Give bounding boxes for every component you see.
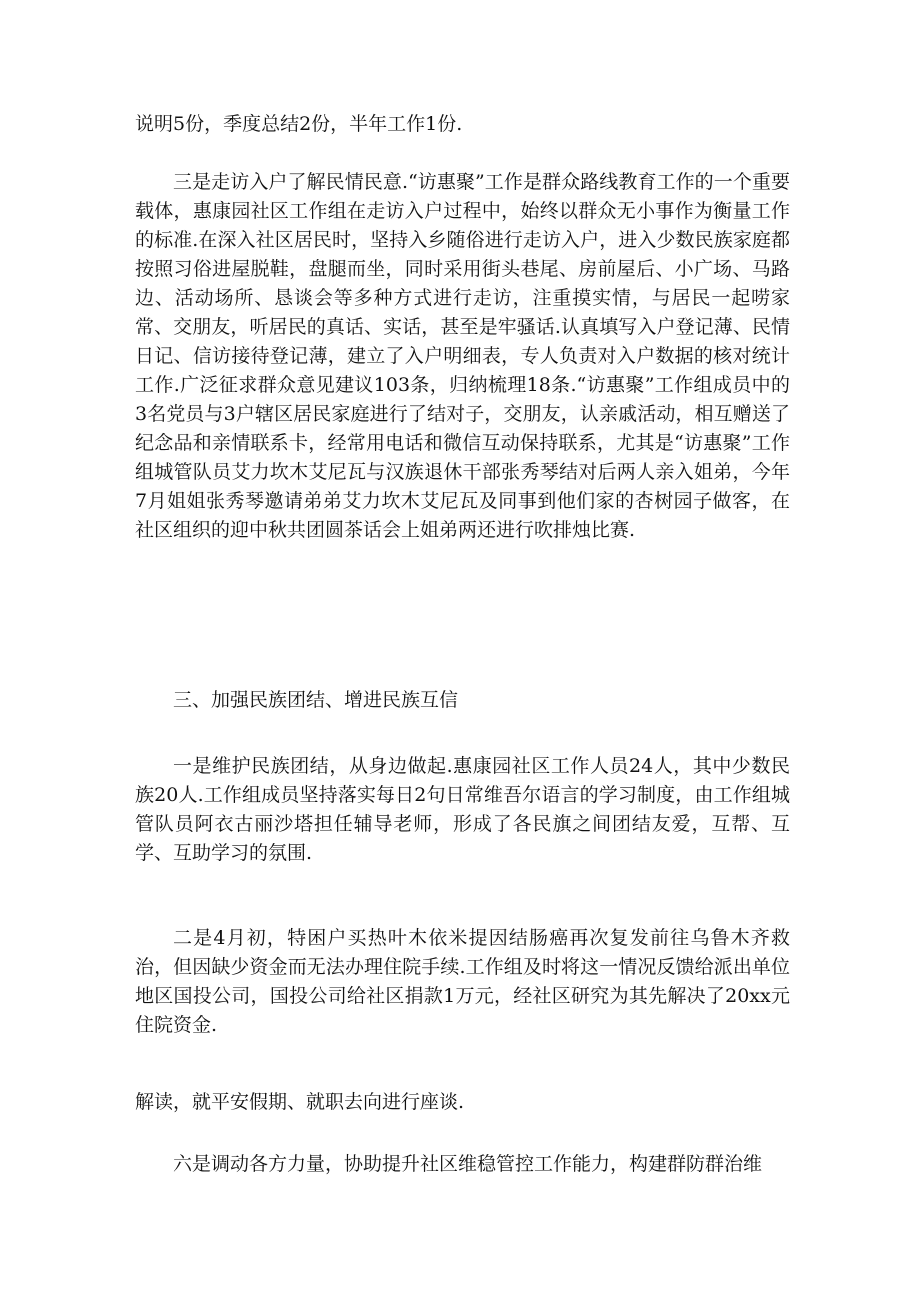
section-heading-unity: 三、加强民族团结、增进民族互信 bbox=[173, 689, 459, 711]
paragraph-reading: 解读，就平安假期、就职去向进行座谈. bbox=[135, 1091, 465, 1113]
paragraph-six: 六是调动各方力量，协助提升社区维稳管控工作能力，构建群防群治维 bbox=[173, 1153, 763, 1175]
paragraph-intro: 说明5份，季度总结2份，半年工作1份. bbox=[135, 113, 463, 135]
paragraph-unity-1: 一是维护民族团结，从身边做起.惠康园社区工作人员24人，其中少数民族20人.工作组成员坚持落实每日2句日常维吾尔语言的学习制度，由工作组城管队员阿衣古丽沙塔担任辅导老师，形成了各民旗之间团结友爱，互帮、互学、互助学习的氛围. bbox=[135, 755, 790, 864]
paragraph-visit-households: 三是走访入户了解民情民意.“访惠聚”工作是群众路线教育工作的一个重要载体，惠康园社区工作组在走访入户过程中，始终以群众无小事作为衡量工作的标准.在深入社区居民时，坚持入乡随俗进行走访入户，进入少数民族家庭都按照习俗进屋脱鞋，盘腿而坐，同时采用街头巷尾、房前屋后、小广场、马路边、活动场所、恳谈会等多种方式进行走访，注重摸实情，与居民一起唠家常、交朋友，听居民的真话、实话，甚至是牢骚话.认真填写入户登记薄、民情日记、信访接待登记薄，建立了入户明细表，专人负责对入户数据的核对统计工作.广泛征求群众意见建议103条，归纳梳理18条.“访惠聚”工作组成员中的3名党员与3户辖区居民家庭进行了结对子，交朋友，认亲戚活动，相互赠送了纪念品和亲情联系卡，经常用电话和微信互动保持联系，尤其是“访惠聚”工作组城管队员艾力坎木艾尼瓦与汉族退休干部张秀琴结对后两人亲入姐弟，今年7月姐姐张秀琴邀请弟弟艾力坎木艾尼瓦及同事到他们家的杏树园子做客，在社区组织的迎中秋共团圆茶话会上姐弟两还进行吹排烛比赛. bbox=[135, 171, 790, 541]
paragraph-unity-2: 二是4月初，特困户买热叶木依米提因结肠癌再次复发前往乌鲁木齐救治，但因缺少资金而无法办理住院手续.工作组及时将这一情况反馈给派出单位地区国投公司，国投公司给社区捐款1万元，经社区研究为其先解决了20xx元住院资金. bbox=[135, 927, 790, 1036]
